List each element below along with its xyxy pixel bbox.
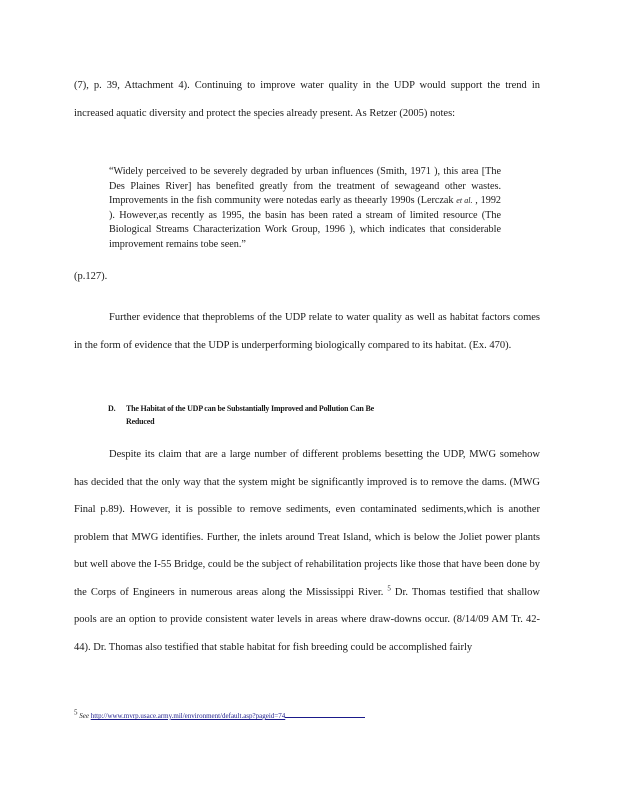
paragraph-despite-part2: Dr. Thomas testified that shallow pools are an option to provide consistent water levels in areas where draw-downs occur. (8/14/09 AM Tr. 42-44). Dr. Thomas also testified that stable habitat for fish breeding could be accomplished fairly <box>74 586 540 653</box>
footnote <box>74 708 365 720</box>
footnote-reference[interactable]: 5 <box>387 584 391 592</box>
block-quote <box>109 165 501 253</box>
section-heading-line1: The Habitat of the UDP can be Substantially Improved and Pollution Can Be <box>126 404 374 413</box>
quote-text-part2: , 1992 ). However,as recently as 1995, the basin has been rated a stream of limited resource (The Biological Streams Characterization Work Group, 1996 ), which indicates that considerable improvement remains tobe seen.” <box>109 195 502 250</box>
paragraph-despite-part1: Despite its claim that are a large number of different problems besetting the UDP, MWG somehow has decided that the only way that the system might be significantly improved is to remove the dams. (MWG Final p.89). However, it is possible to remove sediments, even contaminated sediments,which is another problem that MWG identifies. Further, the inlets around Treat Island, which is below the Joliet power plants but well above the I-55 Bridge, could be the subject of rehabilitation projects like those that have been done by the Corps of Engineers in numerous areas along the Mississippi River. <box>74 449 540 598</box>
paragraph-despite <box>74 441 540 661</box>
footnote-link-underline <box>285 711 365 718</box>
quote-text-part1: “Widely perceived to be severely degraded by urban influences (Smith, 1971 ), this area [The Des Plaines River] has benefited greatly from the treatment of sewageand other wastes. Improvements in the fish community were notedas early as theearly 1990s (Lerczak <box>109 166 501 207</box>
footnote-mark: 5 <box>74 708 78 717</box>
section-heading <box>108 402 528 428</box>
footnote-see: See <box>79 712 89 720</box>
paragraph-evidence: Further evidence that theproblems of the UDP relate to water quality as well as habitat factors comes in the form of evidence that the UDP is underperforming biologically compared to its habitat. (Ex. 470). <box>74 312 540 351</box>
section-heading-line2: Reduced <box>126 417 155 426</box>
paragraph-intro: (7), p. 39, Attachment 4). Continuing to improve water quality in the UDP would support the trend in increased aquatic diversity and protect the species already present. As Retzer (2005) notes: <box>74 80 540 119</box>
quote-citation: (p.127). <box>74 271 108 282</box>
footnote-link[interactable]: http://www.mvrp.usace.army.mil/environment/default.asp?pageid=74 <box>90 712 286 720</box>
quote-etal: et al. <box>456 196 473 206</box>
section-heading-label: D. <box>108 404 116 413</box>
